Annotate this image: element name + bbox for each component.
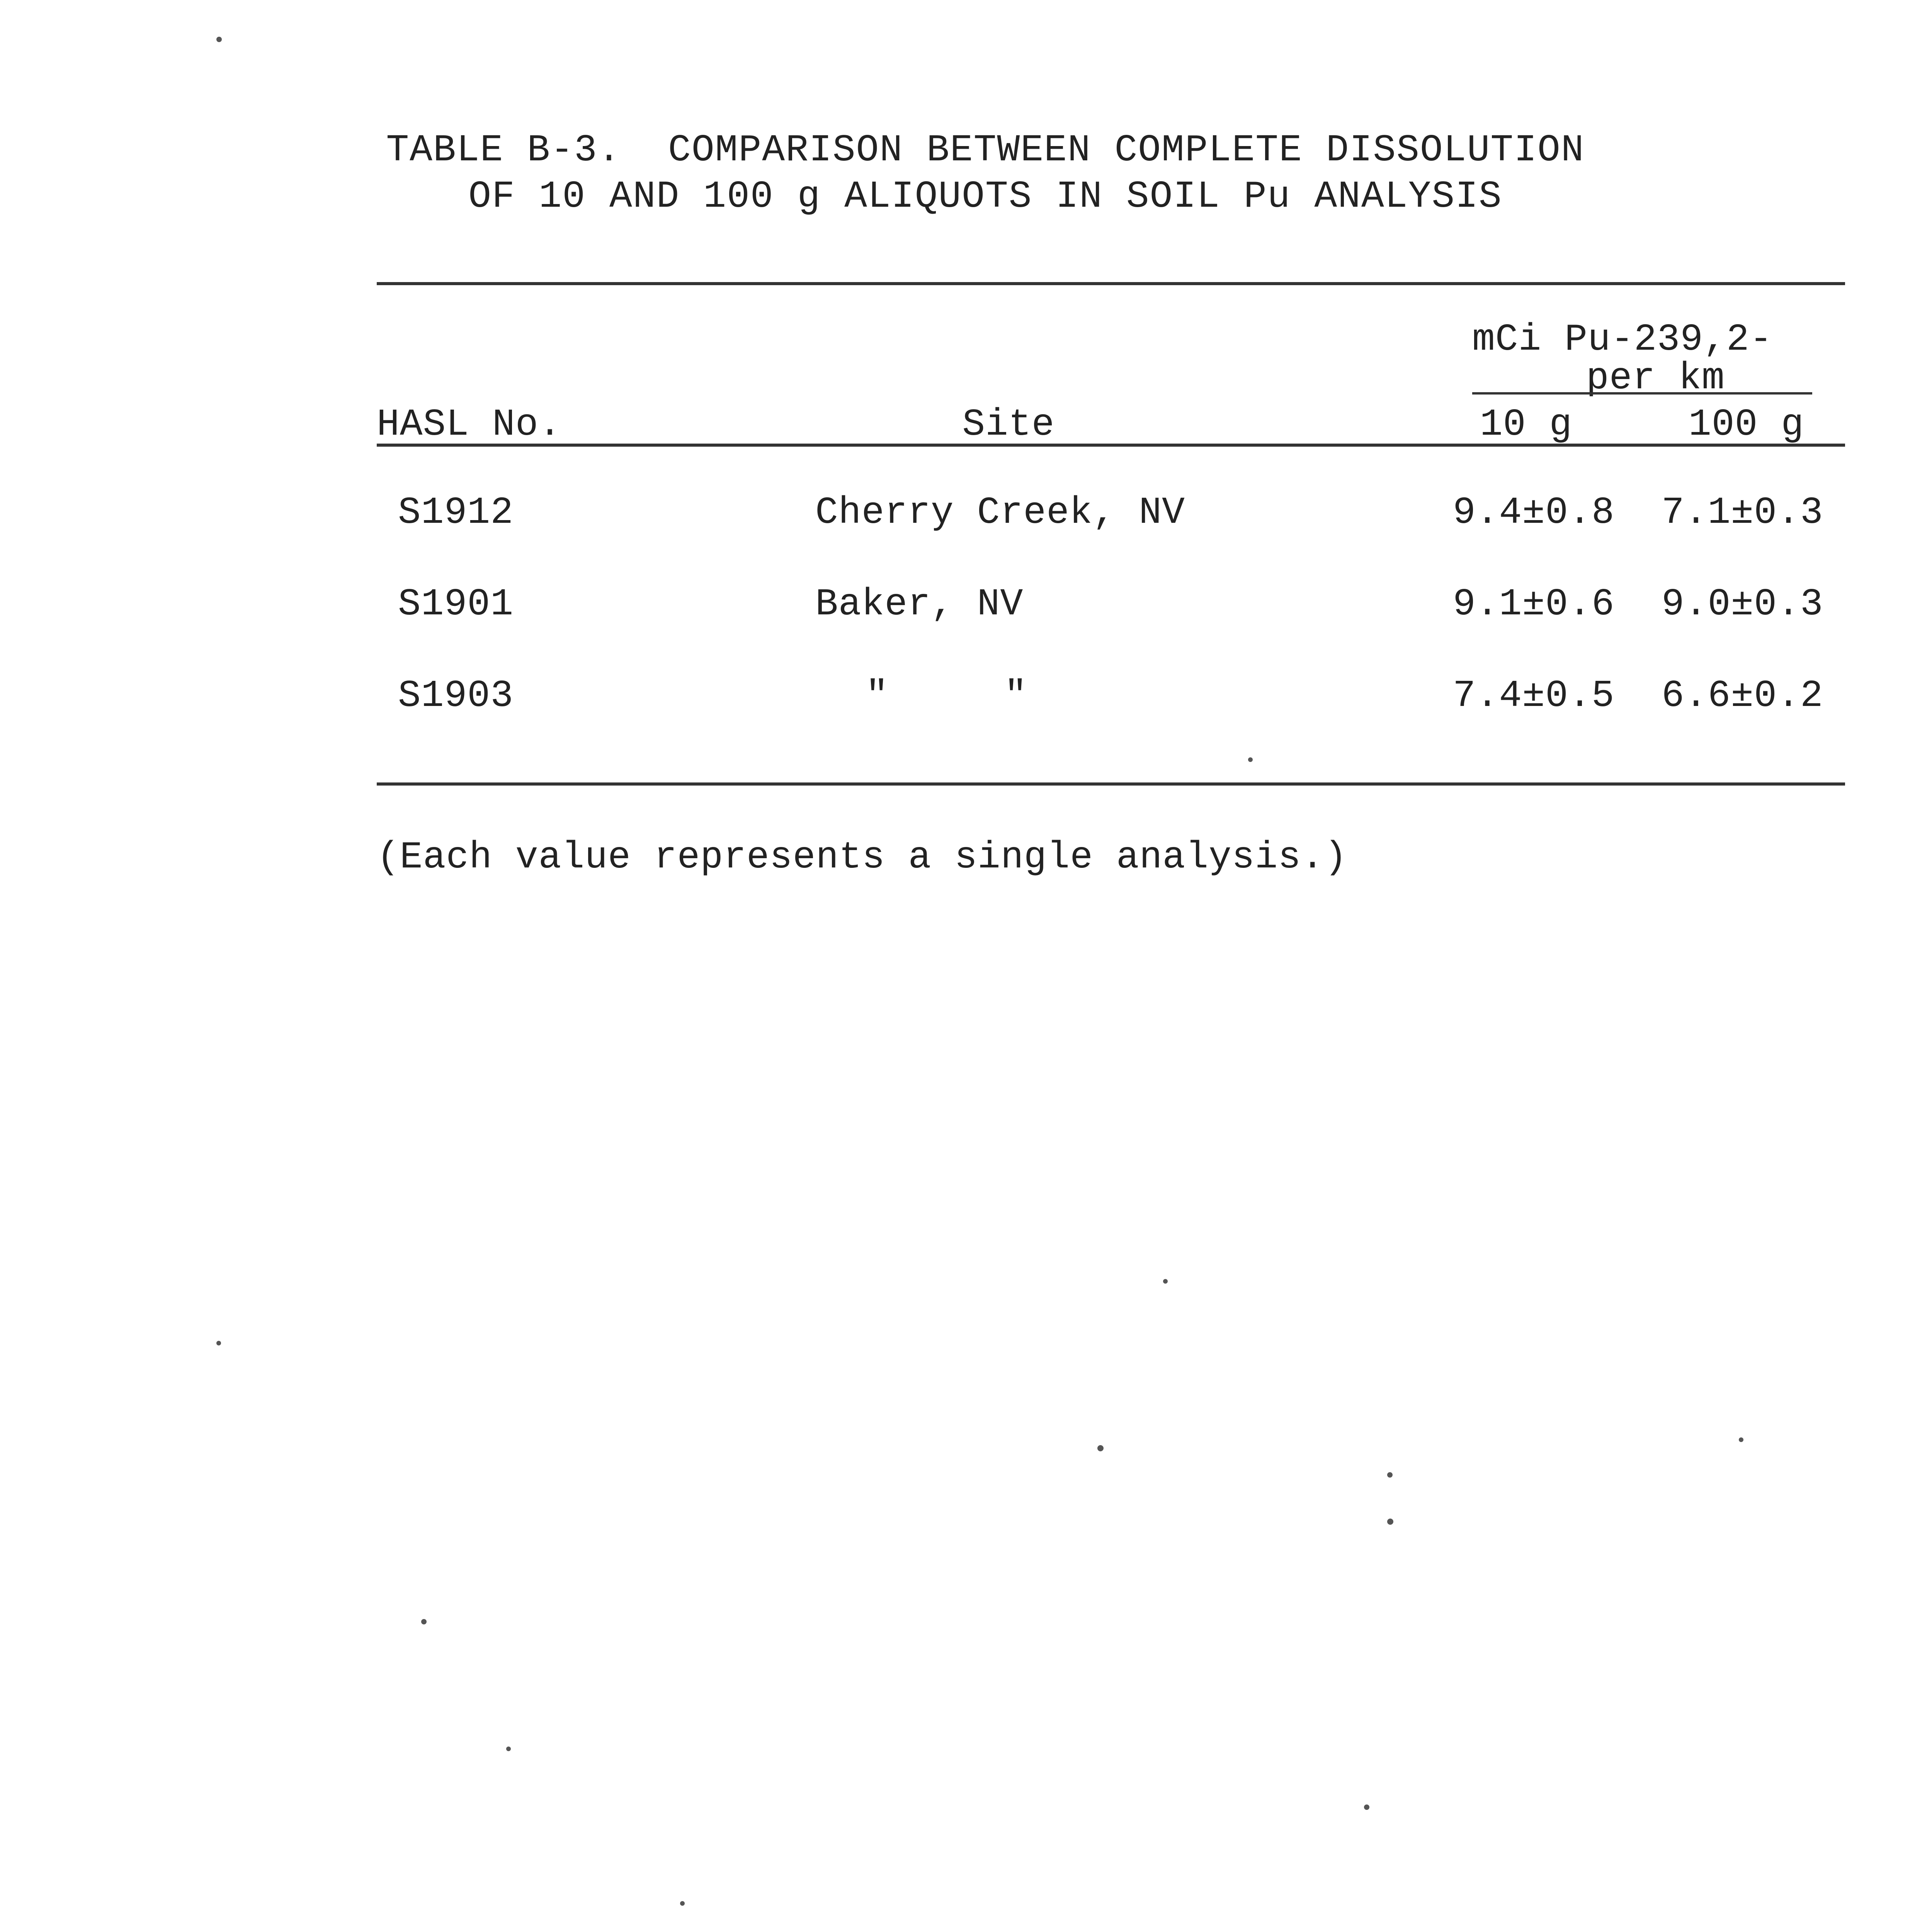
cell-site: Cherry Creek, NV [815, 492, 1185, 534]
cell-hasl: S1901 [398, 583, 514, 626]
cell-hasl: S1903 [398, 675, 514, 718]
cell-site: " " [866, 675, 1027, 718]
column-header-10g: 10 g [1480, 403, 1573, 446]
table-title-line-2: OF 10 AND 100 g ALIQUOTS IN SOIL Pu ANALYSIS [468, 175, 1502, 218]
column-header-hasl: HASL No. [377, 403, 562, 446]
table-title-line-1: TABLE B-3. COMPARISON BETWEEN COMPLETE DISSOLUTION [386, 129, 1585, 172]
cell-10g: 9.4±0.8 [1453, 492, 1615, 534]
group-header-line-2: per km [1586, 357, 1725, 400]
cell-100g: 9.0±0.3 [1662, 583, 1823, 626]
column-header-100g: 100 g [1689, 403, 1804, 446]
table-note: (Each value represents a single analysis.) [377, 836, 1348, 879]
table-top-rule [377, 282, 1845, 285]
table-bottom-rule [377, 782, 1845, 786]
cell-10g: 7.4±0.5 [1453, 675, 1615, 718]
cell-100g: 7.1±0.3 [1662, 492, 1823, 534]
cell-hasl: S1912 [398, 492, 514, 534]
group-header-rule [1472, 392, 1812, 395]
cell-100g: 6.6±0.2 [1662, 675, 1823, 718]
column-header-site: Site [962, 403, 1055, 446]
cell-site: Baker, NV [815, 583, 1024, 626]
group-header-line-1: mCi Pu-239,2- [1472, 318, 1773, 361]
cell-10g: 9.1±0.6 [1453, 583, 1615, 626]
header-bottom-rule [377, 444, 1845, 447]
